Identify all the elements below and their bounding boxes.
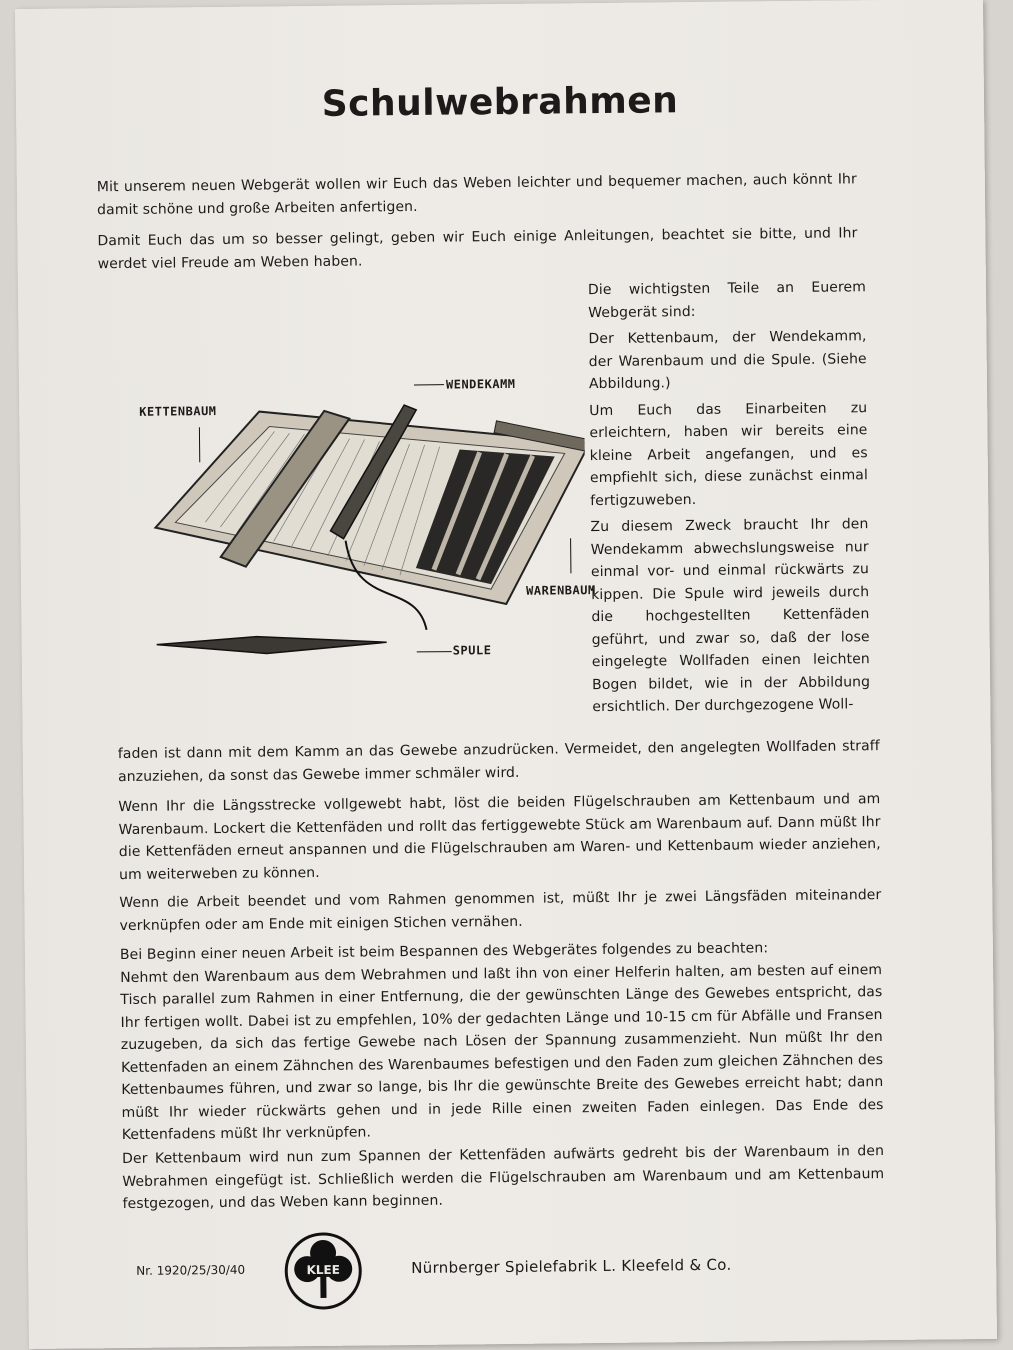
company-name: Nürnberger Spielefabrik L. Kleefeld & Co. [411, 1255, 732, 1278]
label-wendekamm: WENDEKAMM [445, 376, 516, 392]
body-paragraph-4 [120, 936, 884, 1146]
body-paragraph-2: Wenn Ihr die Längsstrecke vollgewebt habt, löst die beiden Flügelschrauben am Kettenbaum und am Warenbaum. Lockert die Kettenfäden und rollt das fertiggewebte Stück am Warenbaum auf. Dann müßt Ihr die Kettenfäden erneut anspannen und die Flügelschrauben am Waren- und Kettenbaum wieder anziehen, um weiterweben zu können. [118, 791, 881, 883]
intro-paragraph-1: Mit unserem neuen Webgerät wollen wir Euch das Weben leichter und bequemer machen, auch könnt Ihr damit schöne und große Arbeiten anfertigen. [96, 171, 857, 218]
right-column-text [588, 276, 871, 722]
column-paragraph-1: Die wichtigsten Teile an Euerem Webgerät sind: [587, 279, 867, 321]
klee-logo [283, 1231, 364, 1312]
label-spule: SPULE [452, 643, 492, 658]
logo-text: KLEE [306, 1262, 340, 1278]
page-title: Schulwebrahmen [321, 80, 679, 125]
body-paragraph-1: faden ist dann mit dem Kamm an das Gewebe anzudrücken. Vermeidet, den angelegten Wollfaden straff anzuziehen, da sonst das Gewebe immer schmäler wird. [117, 738, 880, 785]
column-paragraph-3: Um Euch das Einarbeiten zu erleichtern, haben wir bereits eine kleine Arbeit angefangen, und es empfiehlt sich, diese zunächst einmal fertigzuweben. [589, 399, 869, 509]
column-paragraph-2: Der Kettenbaum, der Wendekamm, der Warenbaum und die Spule. (Siehe Abbildung.) [588, 328, 867, 393]
body-paragraph-5: Der Kettenbaum wird nun zum Spannen der Kettenfäden aufwärts gedreht bis der Warenbaum in den Webrahmen eingefügt ist. Schließlich werden die Flügelschrauben am Warenbaum und am Kettenbaum festgezogen, und das Weben kann beginnen. [121, 1143, 885, 1213]
article-number: Nr. 1920/25/30/40 [136, 1262, 246, 1278]
setup-heading: Bei Beginn einer neuen Arbeit ist beim Bespannen des Webgerätes folgendes zu beachten: [119, 940, 769, 964]
label-kettenbaum: KETTENBAUM [139, 404, 217, 419]
column-paragraph-4: Zu diesem Zweck braucht Ihr den Wendekamm abwechslungsweise nur einmal vor- und einmal rückwärts zu kippen. Die Spule wird jeweils durch die hochgestellten Kettenfäden geführt, und zwar so, daß der lose eingelegte Wollfaden einen leichten Bogen bildet, wie in der Abbildung ersichtlich. Der durchgezogene Woll- [590, 516, 871, 716]
intro-paragraph-2: Damit Euch das um so besser gelingt, geben wir Euch einige Anleitungen, beachtet sie bitte, und Ihr werdet viel Freude am Weben haben. [97, 225, 858, 272]
loom-illustration [114, 368, 596, 673]
instruction-sheet [15, 0, 997, 1349]
body-paragraph-3: Wenn die Arbeit beendet und vom Rahmen genommen ist, müßt Ihr je zwei Längsfäden miteinander verknüpfen oder am Ende mit einigen Stichen vernähen. [119, 887, 882, 934]
setup-instructions: Nehmt den Warenbaum aus dem Webrahmen und laßt ihn von einer Helferin halten, am besten auf einem Tisch parallel zum Rahmen in einer Entfernung, die der gewünschten Länge des Gewebes entspricht, das Ihr fertigen wollt. Dabei ist zu empfehlen, 10% der gedachten Länge und 10-15 cm für Abfälle und Fransen zuzugeben, da sich das fertige Gewebe nach Lösen der Spannung zusammenzieht. Nun müßt Ihr den Kettenfaden an einem Zähnchen des Warenbaumes befestigen und den Faden zum gleichen Zähnchen des Kettenbaumes führen, und zwar so lange, bis Ihr die gewünschte Breite des Gewebes erreicht habt; dann müßt Ihr wieder rückwärts gehen und in jede Rille einen zweiten Faden einlegen. Das Ende des Kettenfadens müßt Ihr verknüpfen. [120, 961, 884, 1144]
clover-logo-icon [283, 1231, 364, 1312]
label-warenbaum: WARENBAUM [526, 583, 596, 598]
